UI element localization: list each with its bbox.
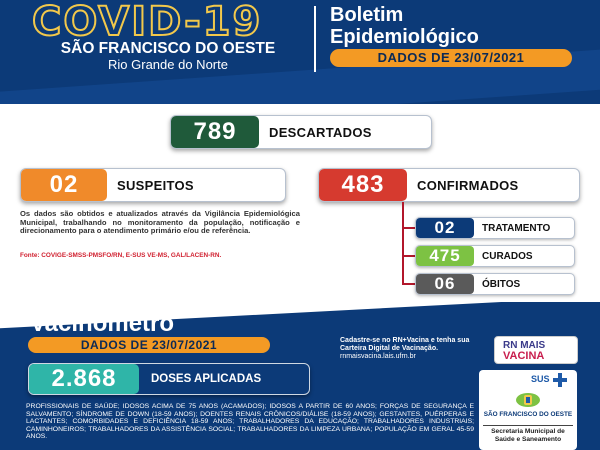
suspeitos-label: SUSPEITOS	[117, 177, 194, 193]
branch-obitos	[402, 283, 415, 285]
vacinometro-date: DADOS DE 23/07/2021	[28, 337, 270, 353]
bulletin-line-1: Boletim	[330, 4, 404, 26]
doses-value: 2.868	[29, 364, 139, 394]
doses-label: DOSES APLICADAS	[151, 373, 262, 385]
sponsor-city: SÃO FRANCISCO DO OESTE	[483, 411, 573, 418]
covid-title: COVID-19	[32, 0, 263, 45]
tratamento-card	[415, 217, 575, 239]
descartados-card	[170, 115, 432, 149]
state-name: Rio Grande do Norte	[108, 57, 228, 72]
confirmados-card	[318, 168, 580, 202]
source-text: Fonte: COVIGE-SMSS-PMSFO/RN, E-SUS VE-MS, GAL/LACEN-RN.	[20, 252, 222, 259]
secretaria-name: Secretaria Municipal de Saúde e Saneamento	[491, 428, 565, 443]
descartados-label: DESCARTADOS	[269, 124, 372, 140]
sus-label: SUS	[531, 374, 550, 384]
tratamento-value: 02	[416, 218, 474, 238]
suspeitos-value: 02	[21, 169, 107, 201]
vacina-label: VACINA	[503, 350, 545, 362]
doses-card	[28, 363, 310, 395]
vacinometro-section	[0, 302, 600, 450]
sus-cross-icon	[553, 373, 567, 387]
curados-label: CURADOS	[482, 250, 533, 262]
suspeitos-card	[20, 168, 286, 202]
confirmados-value: 483	[319, 169, 407, 201]
curados-value: 475	[416, 246, 474, 266]
coat-of-arms-icon	[515, 392, 541, 408]
branch-vertical	[402, 202, 404, 285]
cadastre-text: Cadastre-se no RN+Vacina e tenha sua Carteira Digital de Vacinação.	[340, 337, 470, 352]
vacinometro-title: Vacinômetro	[30, 310, 175, 337]
branch-curados	[402, 255, 415, 257]
sponsor-divider	[483, 425, 573, 426]
header-divider	[314, 6, 316, 72]
obitos-value: 06	[416, 274, 474, 294]
cadastre-url[interactable]: rnmaisvacina.lais.ufrn.br	[340, 353, 416, 360]
tratamento-label: TRATAMENTO	[482, 222, 551, 234]
descartados-value: 789	[171, 116, 259, 148]
obitos-card	[415, 273, 575, 295]
header-banner	[0, 0, 600, 104]
bulletin-line-2: Epidemiológico	[330, 26, 479, 48]
bulletin-title	[330, 4, 479, 48]
sponsor-card	[479, 370, 577, 450]
cadastre-block	[340, 337, 482, 361]
obitos-label: ÓBITOS	[482, 278, 521, 290]
branch-tratamento	[402, 227, 415, 229]
priority-groups: PROFISSIONAIS DE SAÚDE; IDOSOS ACIMA DE 75 ANOS (ACAMADOS); IDOSOS A PARTIR DE 60 ANOS; FORÇAS DE SEGURANÇA E SALVAMENTO; SÍNDROME DE DOWN (18-59 ANOS); DOENTES RENAIS CRÔNICOS/DIÁLISE (18-59 ANOS); GESTANTES, PUÉRPERAS E LACTANTES; COMORBIDADES E DEFICIÊNCIA 18-59 ANOS; TRABALHADORES DA EDUCAÇÃO; TRABALHADORES INDUSTRIAIS; CAMINHONEIROS; TRABALHADORES DA ASSISTÊNCIA SOCIAL; TRABALHADORES DA LIMPEZA URBANA; POPULAÇÃO EM GERAL 45-59 ANOS.	[26, 403, 474, 441]
confirmados-label: CONFIRMADOS	[417, 177, 519, 193]
rn-mais-vacina-logo	[494, 336, 578, 364]
rn-label: RN MAIS	[503, 340, 546, 351]
curados-card	[415, 245, 575, 267]
info-paragraph: Os dados são obtidos e atualizados através da Vigilância Epidemiológica Municipal, trabalhando no monitoramento da população, notificação e direcionamento para o atendimento primário e/ou de referência.	[20, 209, 300, 236]
bulletin-date: DADOS DE 23/07/2021	[330, 49, 572, 67]
city-name: SÃO FRANCISCO DO OESTE	[60, 40, 276, 57]
